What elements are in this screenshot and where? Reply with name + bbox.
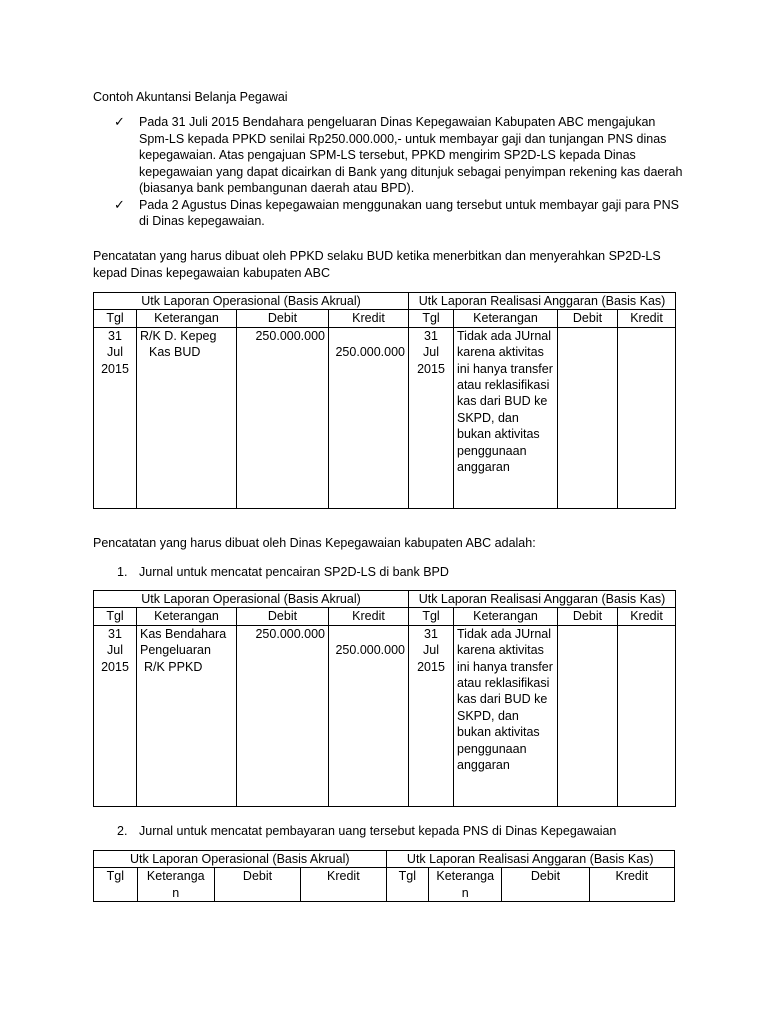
debit-cell	[558, 625, 618, 806]
date-cell: 31 Jul 2015	[409, 327, 454, 508]
col-kredit: Kredit	[301, 868, 386, 902]
bullet-text: Pada 2 Agustus Dinas kepegawaian menggunakan uang tersebut untuk membayar gaji para PNS di Dinas kepegawaian.	[139, 197, 679, 228]
cash-header: Utk Laporan Realisasi Anggaran (Basis Kas)	[409, 591, 676, 608]
document-title: Contoh Akuntansi Belanja Pegawai	[93, 90, 288, 104]
bullet-list	[114, 114, 684, 230]
debit-cell: 250.000.000	[237, 625, 329, 806]
col-keterangan: Keterangan	[137, 310, 237, 327]
checkmark-icon: ✓	[114, 114, 125, 129]
accrual-header: Utk Laporan Operasional (Basis Akrual)	[94, 293, 409, 310]
journal-table-pencairan	[93, 590, 676, 807]
note-cell: Tidak ada JUrnal karena aktivitas ini hanya transfer atau reklasifikasi kas dari BUD ke SKPD, dan bukan aktivitas penggunaan anggaran	[454, 327, 558, 508]
numbered-item-1: 1. Jurnal untuk mencatat pencairan SP2D-LS di bank BPD	[117, 565, 449, 579]
list-item	[114, 197, 684, 230]
col-keterangan: Keteranga n	[429, 868, 502, 902]
col-keterangan: Keteranga n	[137, 868, 214, 902]
journal-table-ppkd	[93, 292, 676, 509]
col-debit: Debit	[558, 310, 618, 327]
cash-header: Utk Laporan Realisasi Anggaran (Basis Kas)	[409, 293, 676, 310]
paragraph-dinas: Pencatatan yang harus dibuat oleh Dinas Kepegawaian kabupaten ABC adalah:	[93, 536, 536, 550]
col-debit: Debit	[502, 868, 589, 902]
col-tgl: Tgl	[409, 608, 454, 625]
col-kredit: Kredit	[329, 310, 409, 327]
credit-cell	[618, 625, 676, 806]
col-keterangan: Keterangan	[454, 310, 558, 327]
accrual-header: Utk Laporan Operasional (Basis Akrual)	[94, 851, 387, 868]
checkmark-icon: ✓	[114, 196, 125, 212]
col-kredit: Kredit	[618, 608, 676, 625]
col-tgl: Tgl	[94, 310, 137, 327]
note-cell: Tidak ada JUrnal karena aktivitas ini hanya transfer atau reklasifikasi kas dari BUD ke SKPD, dan bukan aktivitas penggunaan anggaran	[454, 625, 558, 806]
col-kredit: Kredit	[589, 868, 674, 902]
col-keterangan: Keterangan	[454, 608, 558, 625]
date-cell: 31 Jul 2015	[94, 327, 137, 508]
description-cell: R/K D. Kepeg Kas BUD	[137, 327, 237, 508]
debit-cell: 250.000.000	[237, 327, 329, 508]
col-tgl: Tgl	[386, 868, 429, 902]
col-debit: Debit	[558, 608, 618, 625]
paragraph-ppkd: Pencatatan yang harus dibuat oleh PPKD selaku BUD ketika menerbitkan dan menyerahkan SP2D-LS kepad Dinas kepegawaian kabupaten ABC	[93, 249, 661, 280]
col-keterangan: Keterangan	[137, 608, 237, 625]
debit-cell	[558, 327, 618, 508]
col-debit: Debit	[237, 608, 329, 625]
list-item	[114, 114, 684, 197]
date-cell: 31 Jul 2015	[409, 625, 454, 806]
accrual-header: Utk Laporan Operasional (Basis Akrual)	[94, 591, 409, 608]
credit-cell	[618, 327, 676, 508]
col-kredit: Kredit	[618, 310, 676, 327]
col-tgl: Tgl	[94, 868, 138, 902]
credit-cell: 250.000.000	[329, 625, 409, 806]
numbered-item-2: 2. Jurnal untuk mencatat pembayaran uang tersebut kepada PNS di Dinas Kepegawaian	[117, 824, 617, 838]
bullet-text: Pada 31 Juli 2015 Bendahara pengeluaran Dinas Kepegawaian Kabupaten ABC mengajukan Spm-LS kepada PPKD senilai Rp250.000.000,- untuk membayar gaji dan tunjangan PNS dinas kepegawaian. Atas pengajuan SPM-LS tersebut, PPKD mengirim SP2D-LS kepada Dinas kepegawaian yang dapat dicairkan di Bank yang ditunjuk sebagai penyimpan rekening kas daerah (biasanya bank pembangunan daerah atau BPD).	[139, 115, 683, 195]
cash-header: Utk Laporan Realisasi Anggaran (Basis Kas)	[386, 851, 675, 868]
col-debit: Debit	[237, 310, 329, 327]
description-cell: Kas Bendahara Pengeluaran R/K PPKD	[137, 625, 237, 806]
credit-cell: 250.000.000	[329, 327, 409, 508]
table-row	[94, 625, 676, 806]
col-tgl: Tgl	[94, 608, 137, 625]
table-row	[94, 327, 676, 508]
col-tgl: Tgl	[409, 310, 454, 327]
date-cell: 31 Jul 2015	[94, 625, 137, 806]
journal-table-pembayaran	[93, 850, 675, 902]
col-kredit: Kredit	[329, 608, 409, 625]
col-debit: Debit	[214, 868, 300, 902]
